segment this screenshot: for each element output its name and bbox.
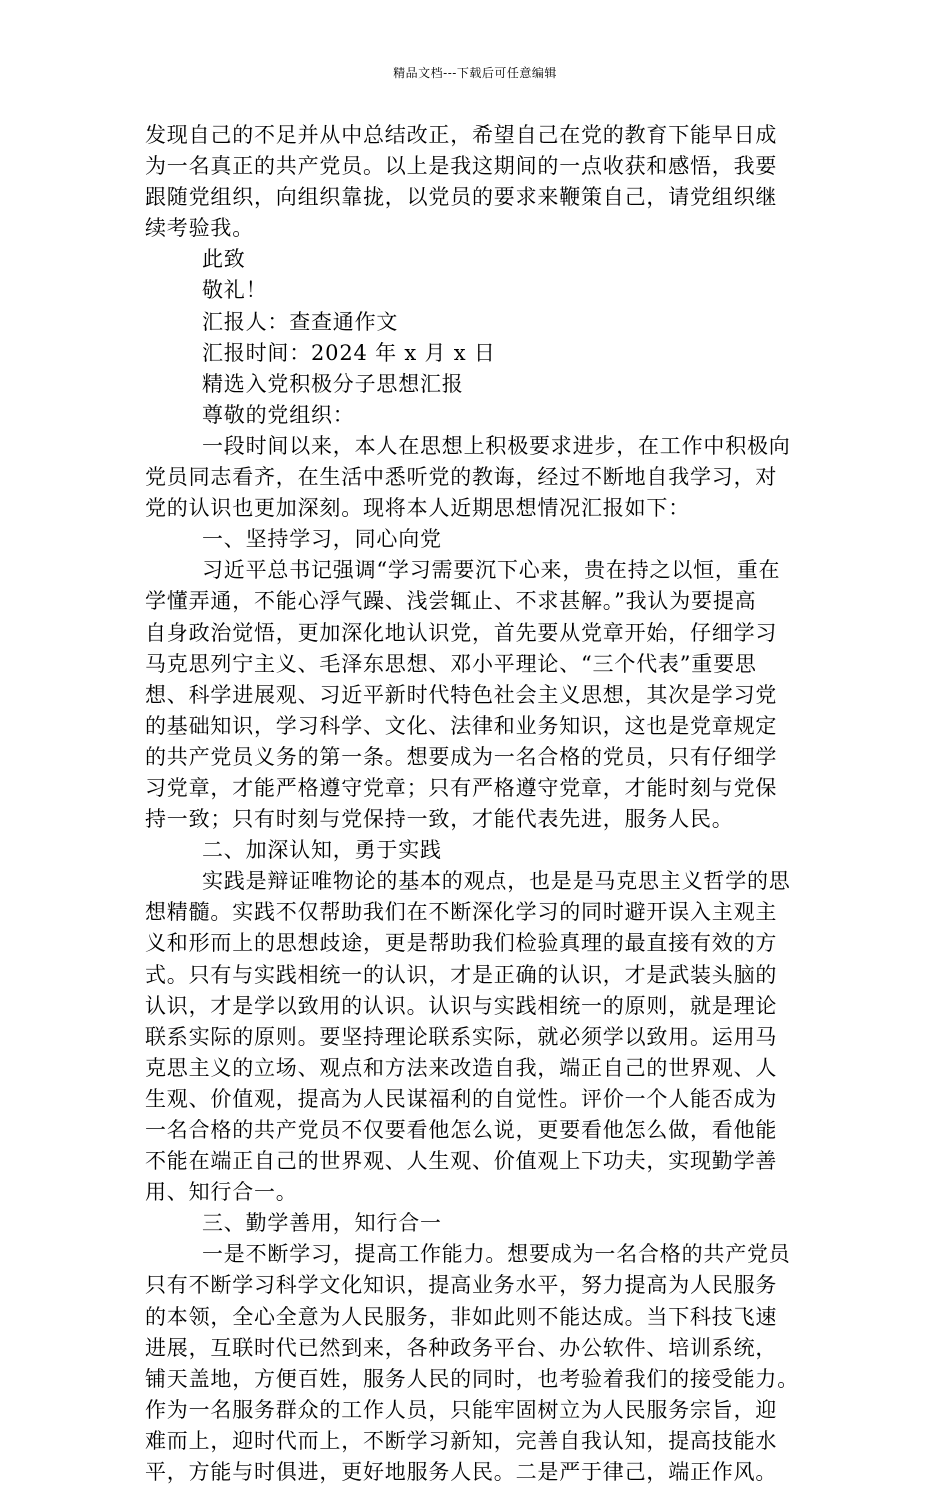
text-line: 只有不断学习科学文化知识，提高业务水平，努力提高为人民服务 (145, 1273, 778, 1298)
text-line: 发现自己的不足并从中总结改正，希望自己在党的教育下能早日成 (145, 123, 778, 147)
text-line: 一名合格的共产党员不仅要看他怎么说，更要看他怎么做，看他能 (145, 1118, 778, 1142)
text-line: 铺天盖地，方便百姓，服务人民的同时，也考验着我们的接受能力。 (145, 1366, 799, 1391)
text-line: 进展，互联时代已然到来，各种政务平台、办公软件、培训系统， (145, 1335, 778, 1360)
text-line: 马克思列宁主义、毛泽东思想、邓小平理论、“三个代表”重要思 (145, 651, 757, 676)
text-line: 党员同志看齐，在生活中悉听党的教诲，经过不断地自我学习，对 (145, 465, 778, 490)
section-heading: 二、加深认知，勇于实践 (202, 838, 442, 863)
section-title: 精选入党积极分子思想汇报 (202, 371, 464, 396)
text-line: 的基础知识，学习科学、文化、法律和业务知识，这也是党章规定 (145, 713, 778, 738)
text-line: 想、科学进展观、习近平新时代特色社会主义思想，其次是学习党 (145, 682, 778, 707)
text-line: 作为一名服务群众的工作人员，只能牢固树立为人民服务宗旨，迎 (145, 1397, 778, 1422)
text-line: 跟随党组织，向组织靠拢，以党员的要求来鞭策自己，请党组织继 (145, 185, 778, 210)
text-line: 习党章，才能严格遵守党章；只有严格遵守党章，才能时刻与党保 (145, 775, 778, 800)
text-line: 的本领，全心全意为人民服务，非如此则不能达成。当下科技飞速 (145, 1304, 778, 1329)
text-line: 不能在端正自己的世界观、人生观、价值观上下功夫，实现勤学善 (145, 1149, 778, 1174)
closing-regards: 敬礼！ (202, 278, 268, 303)
text-line: 持一致；只有时刻与党保持一致，才能代表先进，服务人民。 (145, 807, 734, 832)
text-line: 习近平总书记强调“学习需要沉下心来，贵在持之以恒，重在 (202, 558, 781, 583)
text-line: 自身政治觉悟，更加深化地认识党，首先要从党章开始，仔细学习 (145, 620, 778, 645)
page-header: 精品文档---下载后可任意编辑 (393, 66, 557, 80)
greeting-line: 尊敬的党组织： (202, 402, 355, 427)
text-line: 的共产党员义务的第一条。想要成为一名合格的党员，只有仔细学 (145, 744, 778, 769)
text-line: 为一名真正的共产党员。以上是我这期间的一点收获和感悟，我要 (145, 154, 778, 179)
text-line: 式。只有与实践相统一的认识，才是正确的认识，才是武装头脑的 (145, 962, 778, 987)
text-line: 党的认识也更加深刻。现将本人近期思想情况汇报如下： (145, 496, 690, 521)
text-line: 实践是辩证唯物论的基本的观点，也是是马克思主义哲学的思 (202, 869, 791, 894)
closing-salutation: 此致 (202, 247, 246, 272)
section-heading: 三、勤学善用，知行合一 (202, 1211, 442, 1236)
text-line: 想精髓。实践不仅帮助我们在不断深化学习的同时避开误入主观主 (145, 900, 778, 925)
text-line: 生观、价值观，提高为人民谋福利的自觉性。评价一个人能否成为 (145, 1086, 778, 1111)
text-line: 义和形而上的思想歧途，更是帮助我们检验真理的最直接有效的方 (145, 931, 778, 956)
text-line: 平，方能与时俱进，更好地服务人民。二是严于律己，端正作风。 (145, 1460, 778, 1485)
text-line: 用、知行合一。 (145, 1180, 298, 1205)
text-line: 学懂弄通，不能心浮气躁、浅尝辄止、不求甚解。”我认为要提高 (145, 589, 757, 614)
text-line: 续考验我。 (145, 216, 254, 241)
text-line: 一段时间以来，本人在思想上积极要求进步，在工作中积极向 (202, 433, 791, 458)
report-date-line: 汇报时间：2024 年 x 月 x 日 (202, 340, 496, 365)
text-line: 联系实际的原则。要坚持理论联系实际，就必须学以致用。运用马 (145, 1024, 778, 1049)
text-line: 难而上，迎时代而上，不断学习新知，完善自我认知，提高技能水 (145, 1428, 778, 1453)
text-line: 一是不断学习，提高工作能力。想要成为一名合格的共产党员 (202, 1242, 791, 1267)
section-heading: 一、坚持学习，同心向党 (202, 527, 442, 552)
document-body (145, 120, 825, 1488)
reporter-line: 汇报人：查查通作文 (202, 309, 399, 334)
text-line: 克思主义的立场、观点和方法来改造自我，端正自己的世界观、人 (145, 1055, 778, 1080)
text-line: 认识，才是学以致用的认识。认识与实践相统一的原则，就是理论 (145, 993, 778, 1018)
